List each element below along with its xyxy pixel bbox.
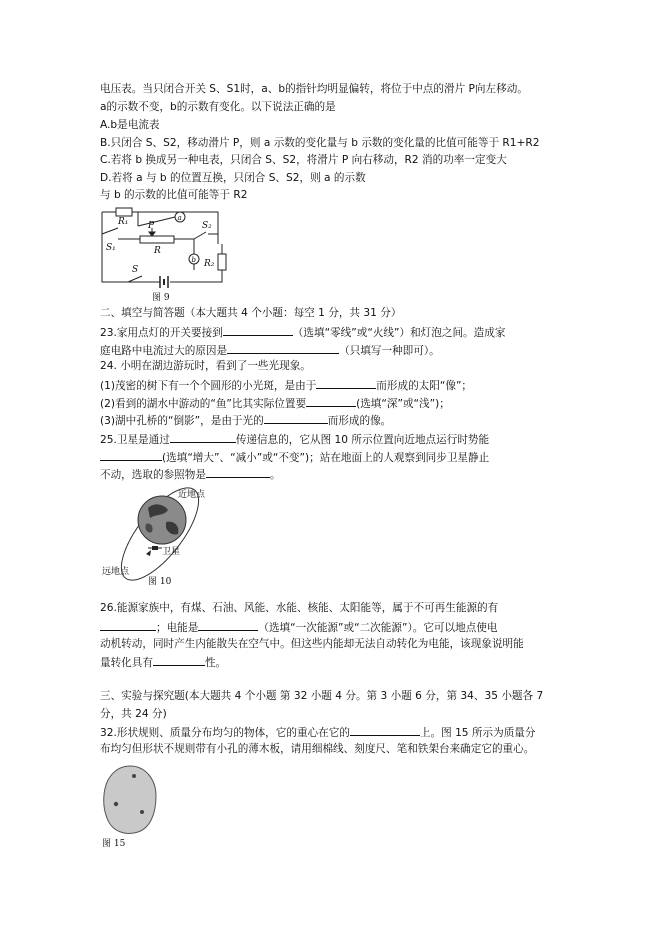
q26-line-3: 动机转动，同时产生内能散失在空气中。但这些内能却无法自动转化为电能，该现象说明能 — [100, 638, 524, 650]
figure-9-caption: 图 9 — [152, 293, 170, 303]
perigee-label: 近地点 — [178, 490, 206, 500]
q26-text-b: （选填“一次能源”或“二次能源”）。它可以地点使电 — [258, 622, 498, 634]
q23-line-2 — [100, 342, 440, 358]
label-s2: S₂ — [202, 221, 212, 231]
q24-part-1 — [100, 377, 472, 393]
q26-text-d: 性。 — [204, 657, 227, 669]
q-prev-line-2: a的示数不变，b的示数有变化。以下说法正确的是 — [100, 101, 336, 113]
hole-icon — [132, 774, 136, 778]
hole-icon — [114, 802, 118, 806]
option-d-cont: 与 b 的示数的比值可能等于 R2 — [100, 189, 248, 201]
label-s: S — [132, 265, 139, 275]
board-figure-15 — [100, 762, 160, 852]
q32-line-2: 布均匀但形状不规则带有小孔的薄木板，请用细棉线、刻度尺、笔和铁架台来确定它的重心。 — [100, 743, 535, 755]
q24-blank-1[interactable] — [316, 377, 376, 389]
q32-text-a: 32.形状规则、质量分布均匀的物体，它的重心在它的 — [100, 727, 350, 739]
satellite-icon — [148, 546, 162, 550]
q24-p3-text-a: (3)湖中孔桥的“倒影”，是由于光的 — [100, 415, 264, 427]
q24-blank-3[interactable] — [264, 412, 328, 424]
q24-p2-text-b: (选填“深”或“浅”)； — [356, 398, 450, 410]
q23-text-b: （选填“零线”或“火线”）和灯泡之间。造成家 — [292, 327, 506, 339]
q24-p1-text-a: (1)茂密的树下有一个个圆形的小光斑，是由于 — [100, 380, 317, 392]
label-b: b — [191, 256, 196, 264]
figure-15-caption: 图 15 — [102, 839, 126, 849]
q25-line-3 — [100, 466, 281, 482]
q26-blank-1[interactable] — [100, 619, 156, 631]
q26-line-2 — [100, 619, 498, 635]
section-2-heading: 二、填空与简答题（本大题共 4 个小题：每空 1 分，共 31 分） — [100, 307, 402, 319]
q23-text-d: （只填写一种即可）。 — [339, 345, 440, 357]
q-prev-line-1: 电压表。当只闭合开关 S、S1时，a、b的指针均明显偏转，将位于中点的滑片 P向左移动。 — [100, 83, 528, 95]
q26-text-a: ；电能是 — [156, 622, 199, 634]
q25-text-b: 传递信息的，它从图 10 所示位置向近地点运行时势能 — [235, 434, 490, 446]
q24-blank-2[interactable] — [306, 395, 356, 407]
figure-10-caption: 图 10 — [148, 577, 172, 587]
q24-p2-text-a: (2)看到的湖水中游动的“鱼”比其实际位置要 — [100, 398, 307, 410]
q23-text-a: 23.家用点灯的开关要接到 — [100, 327, 223, 339]
q26-line-4 — [100, 654, 226, 670]
q24-part-3 — [100, 412, 391, 428]
q23-blank-1[interactable] — [223, 324, 293, 336]
label-a: a — [177, 214, 182, 222]
label-s1: S₁ — [106, 243, 116, 253]
q26-blank-2[interactable] — [198, 619, 258, 631]
q24-intro: 24. 小明在湖边游玩时，看到了一些光现象。 — [100, 360, 311, 372]
hole-icon — [140, 810, 144, 814]
apogee-label: 远地点 — [102, 567, 130, 577]
option-b: B.只闭合 S、S2，移动滑片 P，则 a 示数的变化量与 b 示数的变化量的比值可能等于 R1+R2 — [100, 137, 540, 149]
label-p: P — [148, 221, 155, 231]
q26-blank-3[interactable] — [153, 654, 205, 666]
option-c: C.若将 b 换成另一种电表，只闭合 S、S2，将滑片 P 向右移动，R2 消的功率一定变大 — [100, 154, 507, 166]
option-a: A.b是电流表 — [100, 119, 160, 131]
label-r: R — [154, 246, 161, 256]
q25-text-a: 25.卫星是通过 — [100, 434, 170, 446]
q25-blank-2[interactable] — [100, 449, 162, 461]
circuit-figure-9 — [98, 204, 228, 302]
label-r2: R₂ — [204, 259, 215, 269]
q24-p3-text-b: 而形成的像。 — [327, 415, 392, 427]
q24-part-2 — [100, 395, 450, 411]
q24-p1-text-b: 而形成的太阳“像”； — [376, 380, 473, 392]
q25-line-1 — [100, 431, 489, 447]
q25-blank-3[interactable] — [206, 466, 270, 478]
q23-line-1 — [100, 324, 505, 340]
section-3-heading: 三、实验与探究题(本大题共 4 个小题 第 32 小题 4 分。第 3 小题 6 分，第 34、35 小题各 7 — [100, 690, 544, 702]
section-3-heading-cont: 分，共 24 分) — [100, 708, 167, 720]
q25-blank-1[interactable] — [170, 431, 236, 443]
q25-text-e: 。 — [269, 469, 281, 481]
label-r1: R₁ — [118, 217, 129, 227]
q25-text-c: (选填“增大”、“减小”或“不变”)；站在地面上的人观察到同步卫星静止 — [162, 452, 490, 464]
q32-line-1 — [100, 724, 535, 740]
orbit-figure-10 — [102, 488, 218, 588]
q26-line-1: 26.能源家族中，有煤、石油、风能、水能、核能、太阳能等，属于不可再生能源的有 — [100, 602, 499, 614]
option-d: D.若将 a 与 b 的位置互换，只闭合 S、S2，则 a 的示数 — [100, 172, 366, 184]
q32-text-b: 上。图 15 所示为质量分 — [419, 727, 536, 739]
q25-text-d: 不动，选取的参照物是 — [100, 469, 206, 481]
satellite-label: 卫星 — [162, 547, 181, 557]
q25-line-2 — [100, 449, 489, 465]
q23-text-c: 庭电路中电流过大的原因是 — [100, 345, 228, 357]
q26-text-c: 量转化具有 — [100, 657, 153, 669]
q32-blank-1[interactable] — [350, 724, 420, 736]
q23-blank-2[interactable] — [227, 342, 339, 354]
